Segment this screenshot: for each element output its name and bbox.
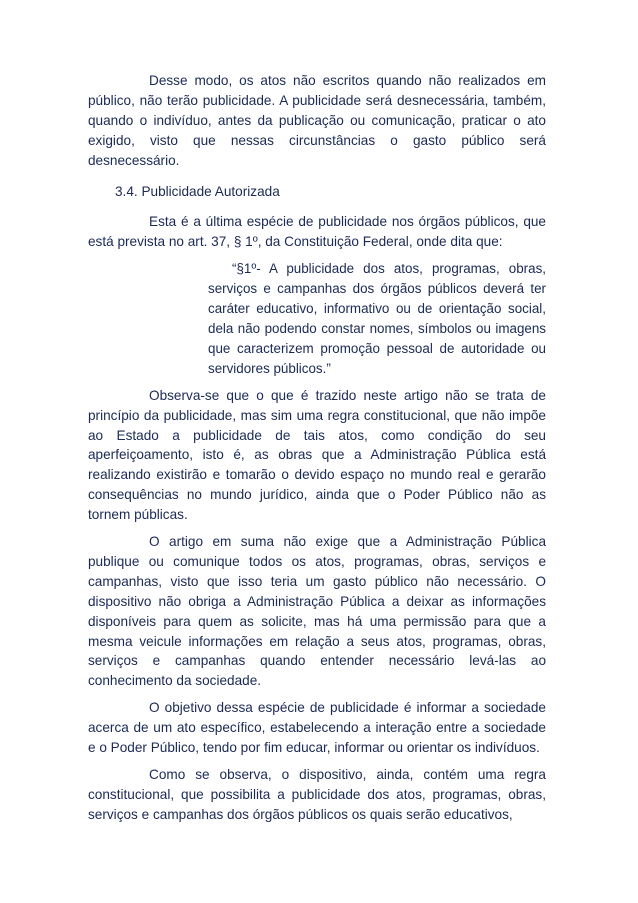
document-body xyxy=(88,71,546,825)
paragraph-como: Como se observa, o dispositivo, ainda, contém uma regra constitucional, que possibilita a publicidade dos atos, programas, obras, serviços e campanhas dos órgãos públicos os quais serão educativos, xyxy=(88,767,546,822)
paragraph-desse-modo: Desse modo, os atos não escritos quando não realizados em público, não terão publicidade. A publicidade será desnecessária, também, quando o indivíduo, antes da publicação ou comunicação, praticar o ato exigido, visto que nessas circunstâncias o gasto público será desnecessário. xyxy=(88,73,546,168)
paragraph-esta: Esta é a última espécie de publicidade nos órgãos públicos, que está prevista no art. 37, § 1º, da Constituição Federal, onde dita que: xyxy=(88,214,546,250)
paragraph-objetivo: O objetivo dessa espécie de publicidade é informar a sociedade acerca de um ato específico, estabelecendo a interação entre a sociedade e o Poder Público, tendo por fim educar, informar ou orientar os indivíduos. xyxy=(88,700,546,756)
paragraph-observa: Observa-se que o que é trazido neste artigo não se trata de princípio da publicidade, mas sim uma regra constitucional, que não impõe ao Estado a publicidade de tais atos, como condição do seu aperfeiçoamento, isto é, as obras que a Administração Pública está realizando existirão e tomarão o devido espaço no mundo real e gerarão consequências no mundo jurídico, ainda que o Poder Público não as tornem públicas. xyxy=(88,387,546,523)
section-heading: 3.4. Publicidade Autorizada xyxy=(115,183,280,199)
constitution-quote: “§1º- A publicidade dos atos, programas, obras, serviços e campanhas dos órgãos públicos deverá ter caráter educativo, informativo ou de orientação social, dela não podendo constar nomes, símbolos ou imagens que caracterizem promoção pessoal de autoridade ou servidores públicos.” xyxy=(208,261,546,376)
paragraph-artigo: O artigo em suma não exige que a Administração Pública publique ou comunique todos os atos, programas, obras, serviços e campanhas, visto que isso teria um gasto público não necessário. O dispositivo não obriga a Administração Pública a deixar as informações disponíveis para quem as solicite, mas há uma permissão para que a mesma veicule informações em relação a seus atos, programas, obras, serviços e campanhas quando entender necessário levá-las ao conhecimento da sociedade. xyxy=(88,534,546,689)
